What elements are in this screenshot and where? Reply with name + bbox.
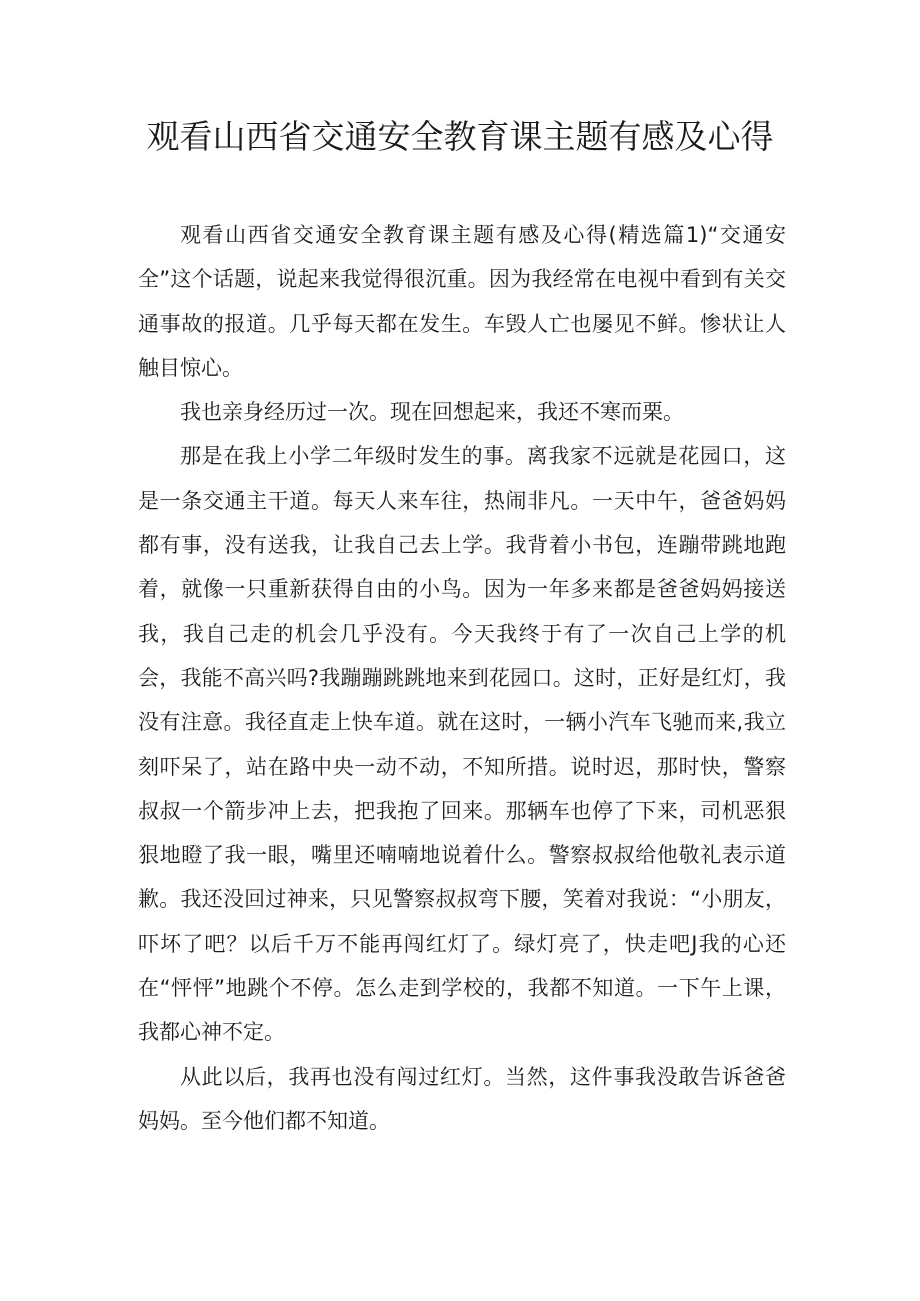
paragraph: 观看山西省交通安全教育课主题有感及心得(精选篇1)“交通安全”这个话题，说起来我觉得很沉重。因为我经常在电视中看到有关交通事故的报道。几乎每天都在发生。车毁人亡也屡见不鲜。惨状让人触目惊心。 xyxy=(138,223,786,380)
document-body xyxy=(138,213,786,1143)
paragraph: 我也亲身经历过一次。现在回想起来，我还不寒而栗。 xyxy=(180,400,684,425)
paragraph: 那是在我上小学二年级时发生的事。离我家不远就是花园口，这是一条交通主干道。每天人来车往，热闹非凡。一天中午，爸爸妈妈都有事，没有送我，让我自己去上学。我背着小书包，连蹦带跳地跑着，就像一只重新获得自由的小鸟。因为一年多来都是爸爸妈妈接送我，我自己走的机会几乎没有。今天我终于有了一次自己上学的机会，我能不高兴吗?我蹦蹦跳跳地来到花园口。这时，正好是红灯，我没有注意。我径直走上快车道。就在这时，一辆小汽车飞驰而来,我立刻吓呆了，站在路中央一动不动，不知所措。说时迟，那时快，警察叔叔一个箭步冲上去，把我抱了回来。那辆车也停了下来，司机恶狠狠地瞪了我一眼，嘴里还喃喃地说着什么。警察叔叔给他敬礼表示道歉。我还没回过神来，只见警察叔叔弯下腰，笑着对我说：“小朋友，吓坏了吧？以后千万不能再闯红灯了。绿灯亮了，快走吧J我的心还在“怦怦”地跳个不停。怎么走到学校的，我都不知道。一下午上课，我都心神不定。 xyxy=(138,444,786,1045)
paragraph: 从此以后，我再也没有闯过红灯。当然，这件事我没敢告诉爸爸妈妈。至今他们都不知道。 xyxy=(138,1064,786,1133)
document-title: 观看山西省交通安全教育课主题有感及心得 xyxy=(146,117,774,156)
